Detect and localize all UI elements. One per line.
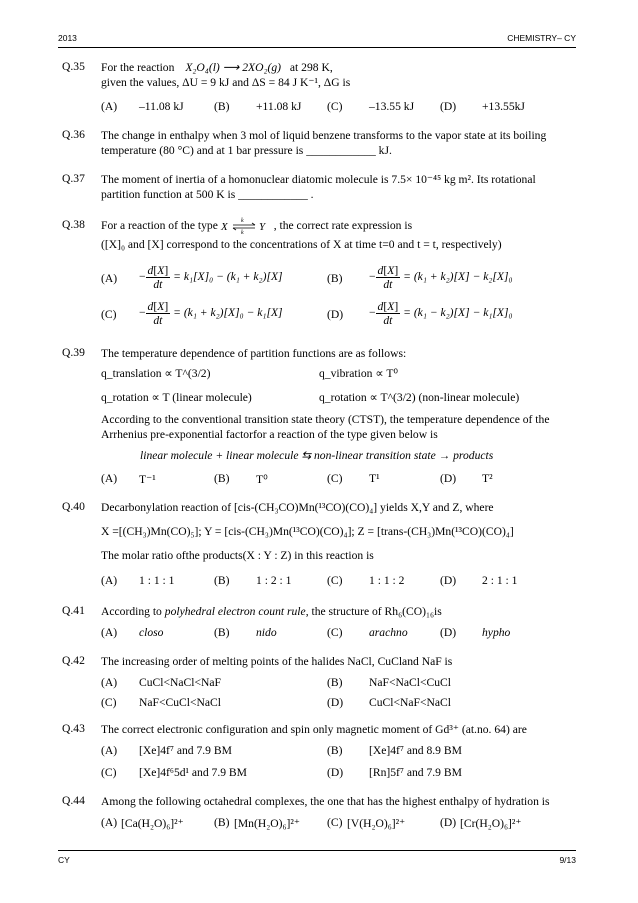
question-44: Q.44 Among the following octahedral complexes, the one that has the highest enthalpy of hydration is (A) [Ca(H₂O)₆]²⁺ (B) [Mn(H₂O)₆]²⁺ (C) [V(H₂O)₆]²⁺ (D) [Cr(H₂O)₆]²⁺ [62, 794, 582, 834]
svg-text:X: X [220, 221, 228, 234]
question-text [101, 794, 586, 809]
question-line: The change in enthalpy when 3 mol of liquid benzene transforms to the vapor state at its boiling [101, 129, 547, 142]
page-header [58, 33, 576, 47]
question-line: The increasing order of melting points of the halides NaCl, CuCland NaF is [101, 655, 453, 668]
question-line: given the values, ΔU = 9 kJ and ΔS = 84 J K⁻¹, ΔG is [101, 76, 351, 89]
reaction-equation: X₂O₄(l) ⟶ 2XO₂(g) [185, 61, 281, 74]
question-line: Among the following octahedral complexes, the one that has the highest enthalpy of hydration is [101, 795, 550, 808]
partition-rotation-nonlinear: q_rotation ∝ T^(3/2) (non-linear molecule) [319, 391, 520, 404]
question-line: partition function at 500 K is ____________ . [101, 188, 314, 201]
partition-rotation-linear: q_rotation ∝ T (linear molecule) [101, 391, 252, 404]
question-line: The moment of inertia of a homonuclear diatomic molecule is 7.5× 10⁻⁴⁵ kg m². Its rotational [101, 173, 536, 186]
question-text [101, 128, 586, 158]
question-text [101, 604, 586, 619]
question-line: According to the conventional transition state theory (CTST), the temperature dependence of the [101, 413, 550, 426]
question-stem-end: at 298 K, [289, 61, 333, 74]
question-35: Q.35 For the reaction X₂O₄(l) ⟶ 2XO₂(g) at 298 K, given the values, ΔU = 9 kJ and ΔS = 84 J K⁻¹, ΔG is (A) –11.08 kJ (B) +11.08 kJ (C) –13.55 kJ (D) +13.55kJ [62, 60, 582, 120]
question-line: Arrhenius pre-exponential factorfor a reaction of the type given below is [101, 428, 438, 441]
question-stem: For a reaction of the type [101, 219, 218, 232]
page-footer [58, 855, 576, 869]
question-39: Q.39 The temperature dependence of partition functions are as follows: q_translation ∝ T^(3/2) q_vibration ∝ T⁰ q_rotation ∝ T (linear molecule) q_rotation ∝ T^(3/2) (non-linear molecule) According to the conventional transition state theory (CTST), the temperature dependence of the Arrhenius pre-exponential factorfor a reaction of the type given below is linear molecule + linear molecule ⇆ non-linear transition state → products (A) T⁻¹ (B) T⁰ (C) T¹ (D) T² [62, 346, 582, 496]
partition-vibration: q_vibration ∝ T⁰ [319, 367, 399, 380]
question-number: Q.38 [62, 218, 85, 231]
svg-text:k: k [240, 230, 244, 237]
question-stem-end: , the structure of Rh₆(CO)₁₆is [305, 605, 442, 618]
footer-rule [58, 850, 576, 851]
footer-code: CY [58, 855, 70, 865]
header-year: 2013 [58, 33, 77, 43]
question-text [101, 60, 586, 90]
question-text [101, 172, 586, 202]
question-text [101, 218, 586, 252]
question-line: ([X]₀ and [X] correspond to the concentrations of X at time t=0 and t = t, respectively) [101, 238, 502, 252]
question-text [101, 346, 586, 361]
question-40: Q.40 Decarbonylation reaction of [cis-(CH₃CO)Mn(¹³CO)(CO)₄] yields X,Y and Z, where X =[(CH₃)Mn(CO)₅]; Y = [cis-(CH₃)Mn(¹³CO)(CO)₄]; Z = [trans-(CH₃)Mn(¹³CO)(CO)₄] The molar ratio ofthe products(X : Y : Z) in this reaction is (A) 1 : 1 : 1 (B) 1 : 2 : 1 (C) 1 : 1 : 2 (D) 2 : 1 : 1 [62, 500, 582, 590]
question-text [101, 500, 586, 563]
question-number: Q.44 [62, 794, 85, 807]
question-stem: According to [101, 605, 162, 618]
question-number: Q.39 [62, 346, 85, 359]
question-43: Q.43 The correct electronic configuration and spin only magnetic moment of Gd³⁺ (at.no. 64) are (A) [Xe]4f⁷ and 7.9 BM (B) [Xe]4f⁷ and 8.9 BM (C) [Xe]4f⁶5d¹ and 7.9 BM (D) [Rn]5f⁷ and 7.9 BM [62, 722, 582, 786]
question-line: temperature (80 °C) and at 1 bar pressure is ____________ kJ. [101, 144, 392, 157]
header-rule [58, 47, 576, 48]
question-line: X =[(CH₃)Mn(CO)₅]; Y = [cis-(CH₃)Mn(¹³CO)(CO)₄]; Z = [trans-(CH₃)Mn(¹³CO)(CO)₄] [101, 525, 514, 538]
question-number: Q.42 [62, 654, 85, 667]
question-line: Decarbonylation reaction of [cis-(CH₃CO)Mn(¹³CO)(CO)₄] yields X,Y and Z, where [101, 501, 494, 514]
question-42: Q.42 The increasing order of melting points of the halides NaCl, CuCland NaF is (A) CuCl<NaCl<NaF (B) NaF<NaCl<CuCl (C) NaF<CuCl<NaCl (D) CuCl<NaF<NaCl [62, 654, 582, 714]
question-stem-end: , the correct rate expression is [273, 219, 413, 232]
question-36 [62, 128, 582, 162]
question-number: Q.43 [62, 722, 85, 735]
question-text-2 [101, 412, 586, 442]
reaction-scheme: linear molecule + linear molecule ⇆ non-linear transition state → products [140, 449, 494, 462]
question-number: Q.41 [62, 604, 85, 617]
question-38: Q.38 For a reaction of the type X k k Y , the correct rate expression is ([X]₀ and [X] correspond to the concentrations of X at time t=0 and t = t, respectively) (A) − $\frac{d[X]}{dt}$ = k₁[X]₀ − (k₁ + k₂)[X] (B) − $\frac{d[X]}{dt}$ = (k₁ + k₂)[X] − k₂[X]₀ (C) − $\frac{d[X]}{dt}$ = (k₁ + k₂)[X]₀ − k₁[X] (D) − $\frac{d[X]}{dt}$ = (k₁ − k₂)[X] − k₁[X]₀ [62, 218, 582, 336]
question-stem: For the reaction [101, 61, 175, 74]
partition-translation: q_translation ∝ T^(3/2) [101, 367, 211, 380]
svg-text:k: k [240, 218, 244, 225]
question-line: The correct electronic configuration and spin only magnetic moment of Gd³⁺ (at.no. 64) are [101, 723, 527, 736]
header-subject: CHEMISTRY– CY [507, 33, 576, 43]
question-number: Q.37 [62, 172, 85, 185]
question-line: The molar ratio ofthe products(X : Y : Z) in this reaction is [101, 549, 374, 562]
question-41: Q.41 According to polyhedral electron count rule, the structure of Rh₆(CO)₁₆is (A) closo (B) nido (C) arachno (D) hypho [62, 604, 582, 644]
question-number: Q.36 [62, 128, 85, 141]
question-line: The temperature dependence of partition functions are as follows: [101, 347, 407, 360]
question-text [101, 654, 586, 669]
equilibrium-arrow-icon [220, 218, 265, 237]
svg-text:Y: Y [258, 221, 265, 234]
question-number: Q.40 [62, 500, 85, 513]
question-number: Q.35 [62, 60, 85, 73]
page-number: 9/13 [559, 855, 576, 865]
question-emphasis: polyhedral electron count rule [164, 605, 306, 618]
question-text [101, 722, 586, 737]
question-37 [62, 172, 582, 206]
